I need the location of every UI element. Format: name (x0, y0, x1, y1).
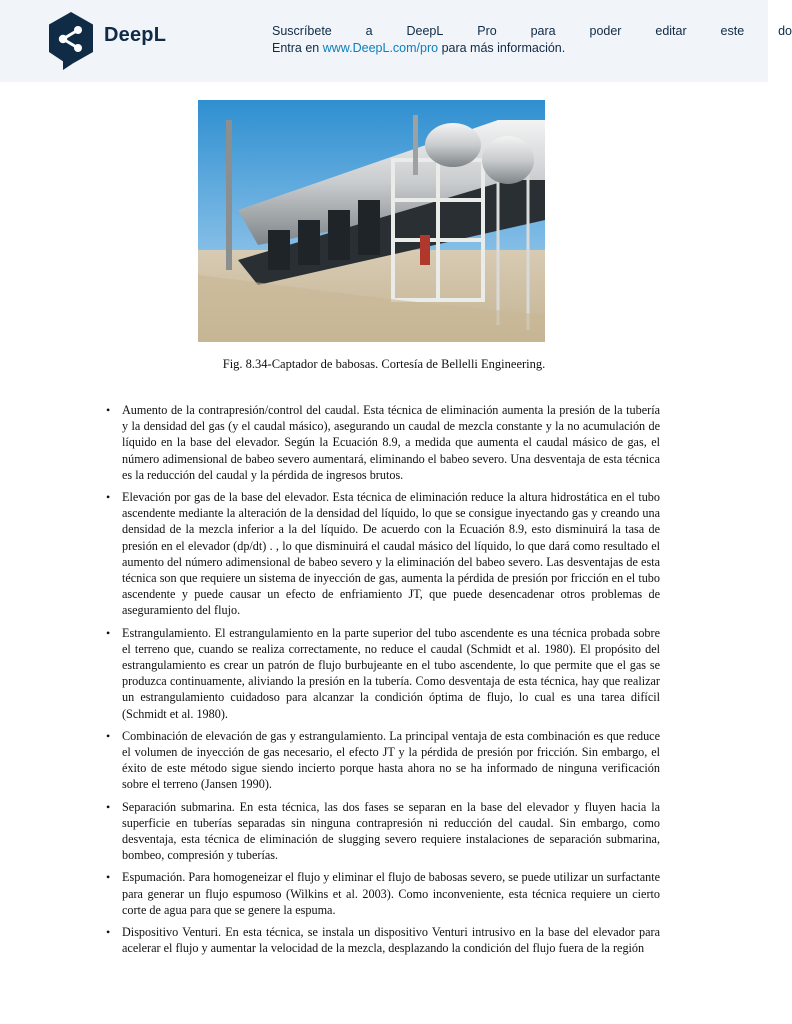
list-item-text: Aumento de la contrapresión/control del caudal. Esta técnica de eliminación aumenta la presión de la tubería y la densidad del gas (y el caudal másico), asegurando un caudal de mezcla constante y la no acumulación de líquido en la base del elevador. Según la Ecuación 8.9, a medida que aumenta el caudal másico de gas, el número adimensional de babeo severo aumentará, eliminando el babeo severo. Una desventaja de esta técnica es la reducción del caudal y la pérdida de ingresos brutos. (122, 403, 660, 482)
list-item (106, 402, 660, 483)
list-item-text: Dispositivo Venturi. En esta técnica, se instala un dispositivo Venturi intrusivo en la base del elevador para acelerar el flujo y aumentar la velocidad de la mezcla, desplazando la condición del flujo fuera de la región (122, 925, 660, 956)
slug-catcher-photo (198, 100, 545, 342)
promo-word: DeepL (406, 24, 444, 38)
list-item-text: Combinación de elevación de gas y estrangulamiento. La principal ventaja de esta combinación es que reduce el volumen de inyección de gas necesario, el efecto JT y la pérdida de presión por fricción. Sin embargo, el éxito de este método sigue siendo incierto porque hasta ahora no se ha informado de ninguna verificación sobre el terreno (Jansen 1990). (122, 728, 660, 792)
promo-text (272, 23, 792, 57)
promo-line-1 (272, 23, 792, 40)
bullet-icon: • (106, 799, 111, 814)
promo-word: Suscríbete (272, 24, 332, 38)
promo-suffix: para más información. (441, 41, 566, 55)
figure-caption: Fig. 8.34-Captador de babosas. Cortesía de Bellelli Engineering. (222, 357, 546, 371)
bullet-icon: • (106, 870, 111, 885)
deepl-wordmark[interactable]: DeepL (104, 24, 167, 46)
list-item (106, 799, 660, 864)
promo-word: do (778, 24, 792, 38)
list-item-text: Espumación. Para homogeneizar el flujo y eliminar el flujo de babosas severo, se puede utilizar un surfactante para generar un flujo espumoso (Wilkins et al. 2003). Como inconveniente, esta técnica requiere un cierto corte de agua para que se genere la espuma. (122, 870, 660, 917)
deepl-logo-icon[interactable] (46, 10, 96, 72)
bullet-icon: • (106, 490, 111, 505)
list-item (106, 728, 660, 793)
list-item-text: Elevación por gas de la base del elevador. Esta técnica de eliminación reduce la altura hidrostática en el tubo ascendente mediante la alteración de la densidad del líquido, lo que se consigue inyectando gas y creando una densidad de la mezcla inferior a la del líquido. De acuerdo con la Ecuación 8.9, esto disminuirá la tasa de presión en el elevador (dp/dt) . , lo que disminuirá el caudal másico del líquido, lo que dará como resultado el aumento del número adimensional de babeo severo y la eliminación del babeo severo. Las desventajas de esta técnica son que requiere un sistema de inyección de gas, aumenta la pérdida de presión por fricción en el tubo ascendente y puede causar un efecto de enfriamiento JT, que puede desencadenar otros problemas de aseguramiento del flujo. (122, 490, 660, 618)
promo-prefix: Entra en (272, 41, 320, 55)
promo-line-2 (272, 40, 792, 57)
deepl-pro-link[interactable]: www.DeepL.com/pro (322, 41, 439, 55)
list-item (106, 625, 660, 722)
bullet-icon: • (106, 403, 111, 417)
promo-word: este (720, 24, 745, 38)
list-item-text: Separación submarina. En esta técnica, las dos fases se separan en la base del elevador y fluyen hacia la superficie en tuberías separadas sin ninguna contrapresión ni reducción del caudal. Sin embargo, como desventaja, esta técnica de eliminación de slugging severo requiere instalaciones de separación submarina, bombeo, compresión y tuberías. (122, 799, 660, 863)
promo-word: editar (655, 24, 687, 38)
list-item (106, 489, 660, 619)
list-item (106, 924, 660, 956)
promo-word: Pro (477, 24, 497, 38)
promo-word: para (530, 24, 556, 38)
bullet-icon: • (106, 625, 111, 640)
bullet-icon: • (106, 728, 111, 743)
bullet-icon: • (106, 925, 111, 940)
bullet-list (106, 402, 660, 963)
list-item-text: Estrangulamiento. El estrangulamiento en la parte superior del tubo ascendente es una técnica probada sobre el terreno que, cuando se realiza correctamente, no reduce el caudal (Schmidt et al. 1980). El propósito del estrangulamiento es crear un patrón de flujo burbujeante en el tubo ascendente, lo que permite que el gas se produzca continuamente, aliviando la presión en la tubería. Como desventaja de esta técnica, hay que realizar un estrangulamiento cuidadoso para alcanzar la condición óptima de flujo, lo cual es una tarea difícil (Schmidt et al. 1980). (122, 625, 660, 721)
promo-word: a (365, 24, 373, 38)
deepl-promo-banner (0, 0, 792, 82)
promo-word: poder (589, 24, 622, 38)
list-item (106, 869, 660, 918)
